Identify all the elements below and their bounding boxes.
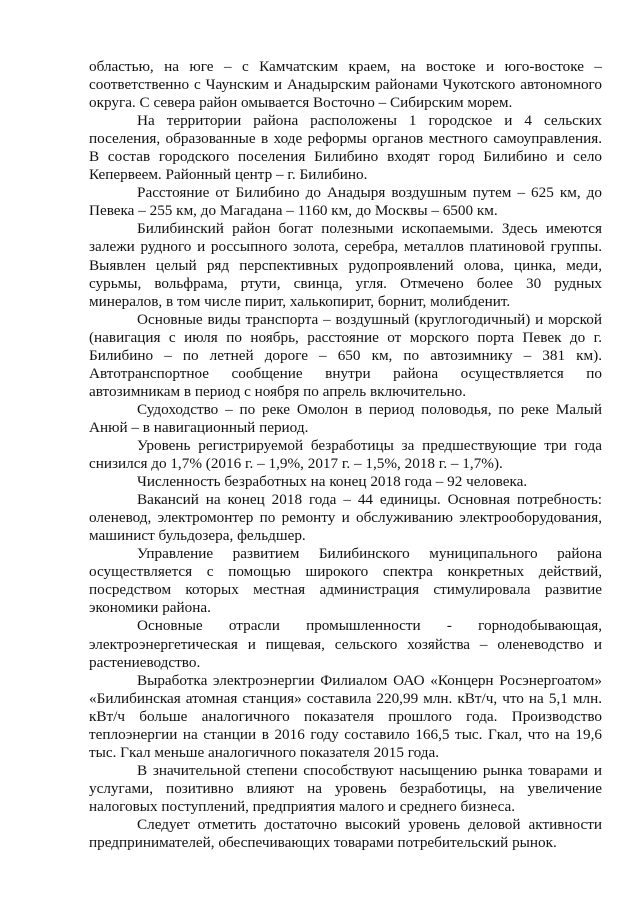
paragraph-vacancies: Вакансий на конец 2018 года – 44 единицы. Основная потребность: оленевод, электромонтер по ремонту и обслуживанию электрооборудования, машинист бульдозера, фельдшер. xyxy=(89,491,602,545)
paragraph-distances: Расстояние от Билибино до Анадыря воздушным путем – 625 км, до Певека – 255 км, до Магадана – 1160 км, до Москвы – 6500 км. xyxy=(89,184,602,220)
paragraph-shipping: Судоходство – по реке Омолон в период половодья, по реке Малый Анюй – в навигационный период. xyxy=(89,400,602,436)
paragraph-minerals: Билибинский район богат полезными ископаемыми. Здесь имеются залежи рудного и россыпного золота, серебра, металлов платиновой группы. Выявлен целый ряд перспективных рудопроявлений олова, цинка, меди, сурьмы, вольфрама, ртути, свинца, угля. Отмечено более 30 рудных минералов, в том числе пирит, халькопирит, борнит, молибденит. xyxy=(89,220,602,310)
paragraph-unemployed-count: Численность безработных на конец 2018 года – 92 человека. xyxy=(137,473,528,491)
paragraph-transport: Основные виды транспорта – воздушный (круглогодичный) и морской (навигация с июля по ноябрь, расстояние от морского порта Певек до г. Билибино – по летней дороге – 650 км, по автозимнику – 381 км). Автотранспортное сообщение внутри района осуществляется по автозимникам в период с ноября по апрель включительно. xyxy=(89,310,602,400)
paragraph-management: Управление развитием Билибинского муниципального района осуществляется с помощью широкого спектра конкретных действий, посредством которых местная администрация стимулировала развитие экономики района. xyxy=(89,545,602,617)
paragraph-power-generation: Выработка электроэнергии Филиалом ОАО «Концерн Росэнергоатом» «Билибинская атомная станция» составила 220,99 млн. кВт/ч, что на 5,1 млн. кВт/ч больше аналогичного показателя прошлого года. Производство теплоэнергии на станции в 2016 году составило 166,5 тыс. Гкал, что на 19,6 тыс. Гкал меньше аналогичного показателя 2015 года. xyxy=(89,671,602,761)
paragraph-small-business: В значительной степени способствуют насыщению рынка товарами и услугами, позитивно влияют на уровень безработицы, на увеличение налоговых поступлений, предприятия малого и среднего бизнеса. xyxy=(89,761,602,815)
paragraph-industries: Основные отрасли промышленности - горнодобывающая, электроэнергетическая и пищевая, сельского хозяйства – оленеводство и растениеводство. xyxy=(89,617,602,671)
document-page xyxy=(89,58,602,852)
paragraph-borders-continued: областью, на юге – с Камчатским краем, на востоке и юго-востоке – соответственно с Чаунским и Анадырским районами Чукотского автономного округа. С севера район омывается Восточно – Сибирским морем. xyxy=(89,58,602,112)
paragraph-business-activity: Следует отметить достаточно высокий уровень деловой активности предпринимателей, обеспечивающих товарами потребительский рынок. xyxy=(89,815,602,852)
paragraph-unemployment-rate: Уровень регистрируемой безработицы за предшествующие три года снизился до 1,7% (2016 г. – 1,9%, 2017 г. – 1,5%, 2018 г. – 1,7%). xyxy=(89,436,602,473)
paragraph-settlements: На территории района расположены 1 городское и 4 сельских поселения, образованные в ходе реформы органов местного самоуправления. В состав городского поселения Билибино входят город Билибино и село Кепервеем. Районный центр – г. Билибино. xyxy=(89,112,602,184)
